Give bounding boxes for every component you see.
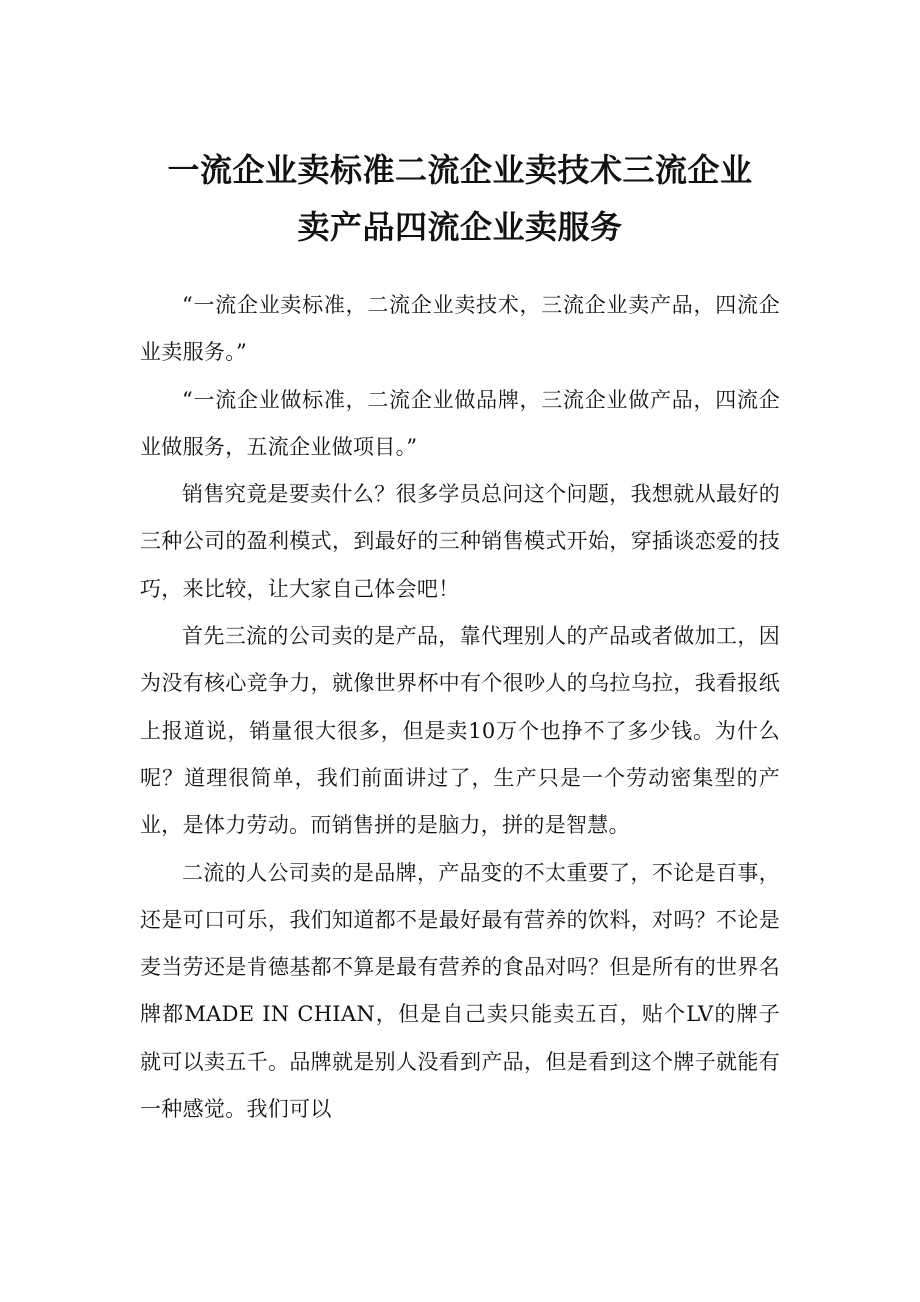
- document-body: [140, 282, 780, 1133]
- paragraph-second-rate: 二流的人公司卖的是品牌，产品变的不太重要了，不论是百事，还是可口可乐，我们知道都不是最好最有营养的饮料，对吗？不论是麦当劳还是肯德基都不算是最有营养的食品对吗？但是所有的世界名牌都MADE IN CHIAN，但是自己卖只能卖五百，贴个LV的牌子就可以卖五千。品牌就是别人没看到产品，但是看到这个牌子就能有一种感觉。我们可以: [140, 860, 780, 1122]
- paragraph-quote-2: “一流企业做标准，二流企业做品牌，三流企业做产品，四流企业做服务，五流企业做项目。”: [140, 387, 780, 459]
- title-line-2: 卖产品四流企业卖服务: [297, 208, 623, 246]
- document-title: [140, 142, 780, 256]
- paragraph-intro: 销售究竟是要卖什么？很多学员总问这个问题，我想就从最好的三种公司的盈利模式，到最好的三种销售模式开始，穿插谈恋爱的技巧，来比较，让大家自己体会吧！: [140, 482, 780, 601]
- paragraph-third-rate: 首先三流的公司卖的是产品，靠代理别人的产品或者做加工，因为没有核心竞争力，就像世界杯中有个很吵人的乌拉乌拉，我看报纸上报道说，销量很大很多，但是卖10万个也挣不了多少钱。为什么呢？道理很简单，我们前面讲过了，生产只是一个劳动密集型的产业，是体力劳动。而销售拼的是脑力，拼的是智慧。: [140, 624, 780, 838]
- paragraph-quote-1: “一流企业卖标准，二流企业卖技术，三流企业卖产品，四流企业卖服务。”: [140, 293, 780, 365]
- title-line-1: 一流企业卖标准二流企业卖技术三流企业: [167, 151, 753, 189]
